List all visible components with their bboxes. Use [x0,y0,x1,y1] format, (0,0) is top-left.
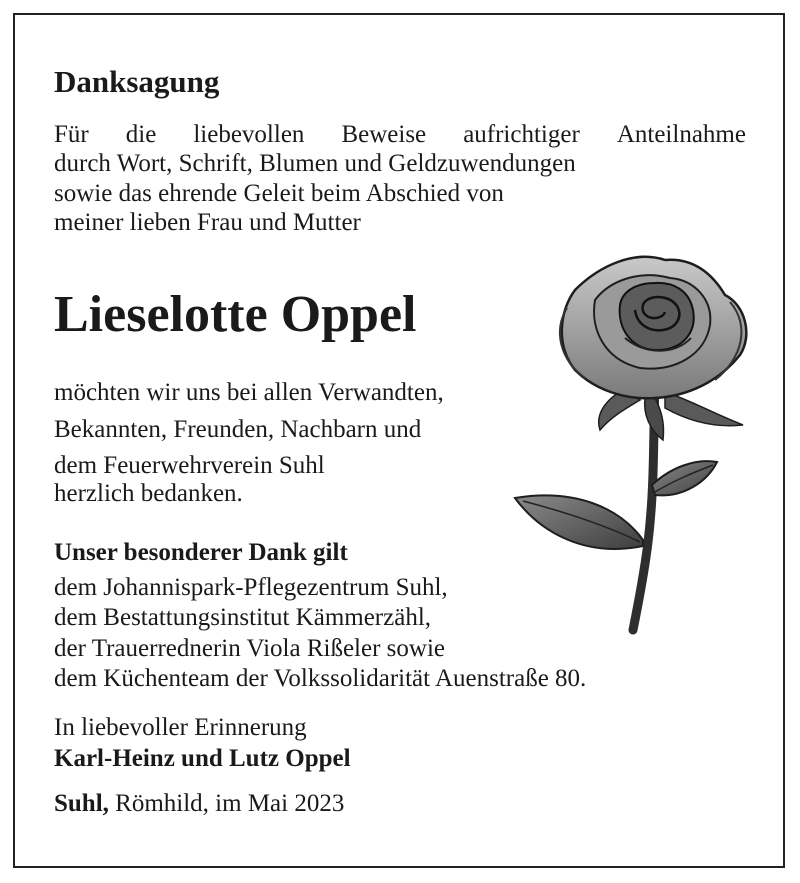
intro-line-1 [54,122,746,147]
thanks-line-4: herzlich bedanken. [54,480,243,507]
thanks-line-3: dem Feuerwehrverein Suhl [54,452,325,479]
intro-line-1-word: Anteilnahme [616,121,746,148]
intro-line-1-word: liebevollen [193,121,305,148]
deceased-name: Lieselotte Oppel [54,286,417,343]
thanks-line-1: möchten wir uns bei allen Verwandten, [54,379,444,406]
place-bold: Suhl, [54,790,109,817]
intro-line-1-word: die [125,121,157,148]
intro-line-1-word: Beweise [341,121,427,148]
thanks-line-2: Bekannten, Freunden, Nachbarn und [54,416,422,443]
intro-line-1-word: aufrichtiger [463,121,580,148]
intro-line-4: meiner lieben Frau und Mutter [54,209,361,236]
special-line-4: dem Küchenteam der Volkssolidarität Auenstraße 80. [54,665,587,692]
signatories: Karl-Heinz und Lutz Oppel [54,745,351,772]
place-rest: Römhild, im Mai 2023 [108,790,345,817]
special-line-1: dem Johannispark-Pflegezentrum Suhl, [54,574,448,601]
rose-illustration [505,250,760,640]
memory-line: In liebevoller Erinnerung [54,714,307,741]
place-date [54,791,344,816]
special-line-2: dem Bestattungsinstitut Kämmerzähl, [54,604,432,631]
intro-line-2: durch Wort, Schrift, Blumen und Geldzuwendungen [54,150,576,177]
intro-line-1-word: Für [54,121,89,148]
notice-heading: Danksagung [54,64,220,99]
intro-line-3: sowie das ehrende Geleit beim Abschied von [54,180,504,207]
special-thanks-heading: Unser besonderer Dank gilt [54,539,348,566]
special-line-3: der Trauerrednerin Viola Rißeler sowie [54,635,445,662]
